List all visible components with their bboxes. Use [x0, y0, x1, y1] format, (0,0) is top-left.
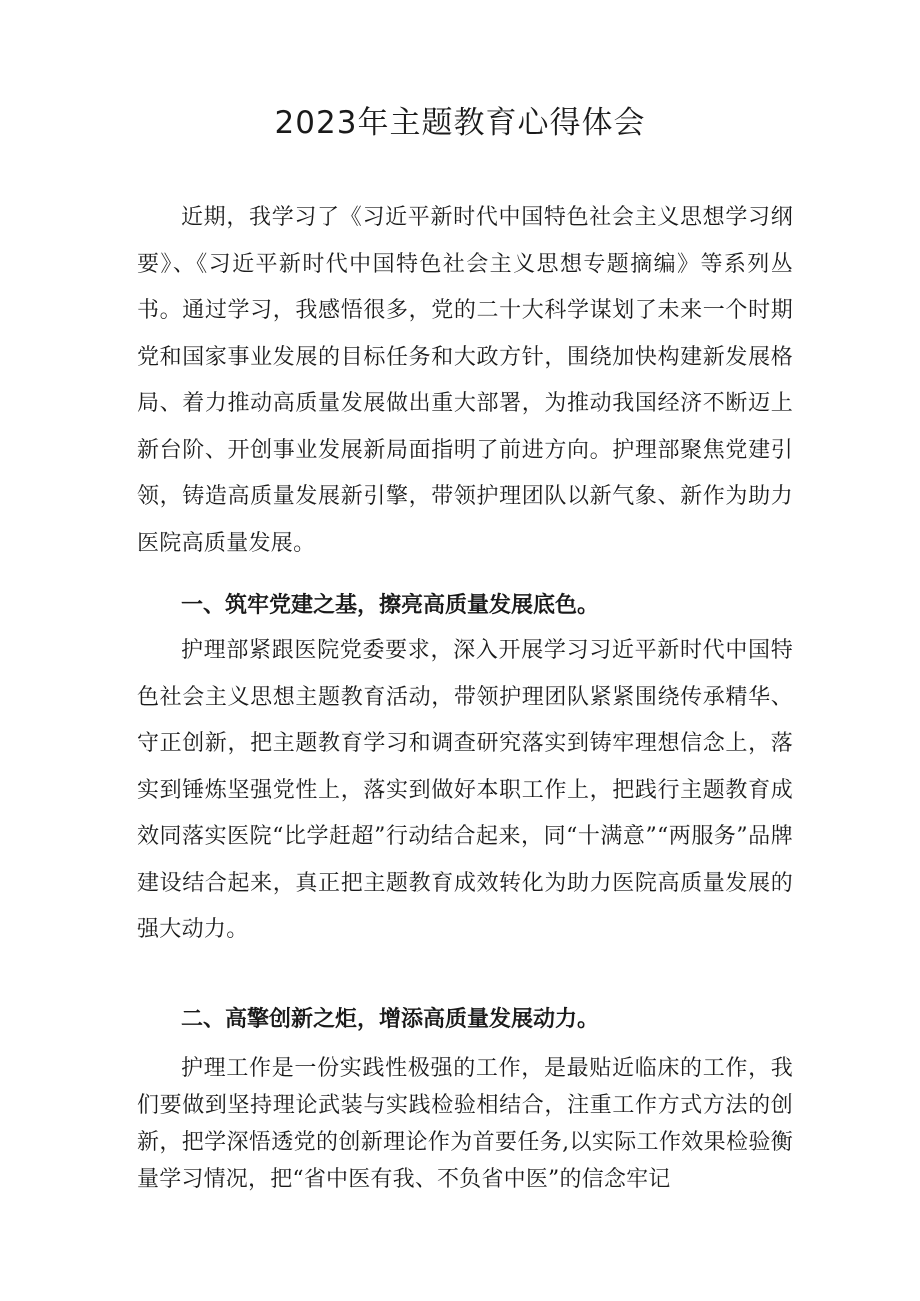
section-heading-2: 二、高擎创新之炬，增添高质量发展动力。	[181, 1007, 600, 1032]
intro-paragraph: 近期，我学习了《习近平新时代中国特色社会主义思想学习纲要》、《习近平新时代中国特色社会主义思想专题摘编》等系列丛书。通过学习，我感悟很多，党的二十大科学谋划了未来一个时期党和国家事业发展的目标任务和大政方针，围绕加快构建新发展格局、着力推动高质量发展做出重大部署，为推动我国经济不断迈上新台阶、开创事业发展新局面指明了前进方向。护理部聚焦党建引领，铸造高质量发展新引擎，带领护理团队以新气象、新作为助力医院高质量发展。	[137, 205, 793, 556]
section-body-2: 护理工作是一份实践性极强的工作，是最贴近临床的工作，我们要做到坚持理论武装与实践检验相结合，注重工作方式方法的创新，把学深悟透党的创新理论作为首要任务,以实际工作效果检验衡量学习情况，把“省中医有我、不负省中医”的信念牢记	[137, 1056, 793, 1192]
document-title: 2023年主题教育心得体会	[274, 105, 646, 141]
section-heading-1: 一、筑牢党建之基，擦亮高质量发展底色。	[181, 593, 600, 618]
section-body-1: 护理部紧跟医院党委要求，深入开展学习习近平新时代中国特色社会主义思想主题教育活动，带领护理团队紧紧围绕传承精华、守正创新，把主题教育学习和调查研究落实到铸牢理想信念上，落实到锤炼坚强党性上，落实到做好本职工作上，把践行主题教育成效同落实医院“比学赶超”行动结合起来，同“十满意”“两服务”品牌建设结合起来，真正把主题教育成效转化为助力医院高质量发展的强大动力。	[137, 638, 793, 942]
